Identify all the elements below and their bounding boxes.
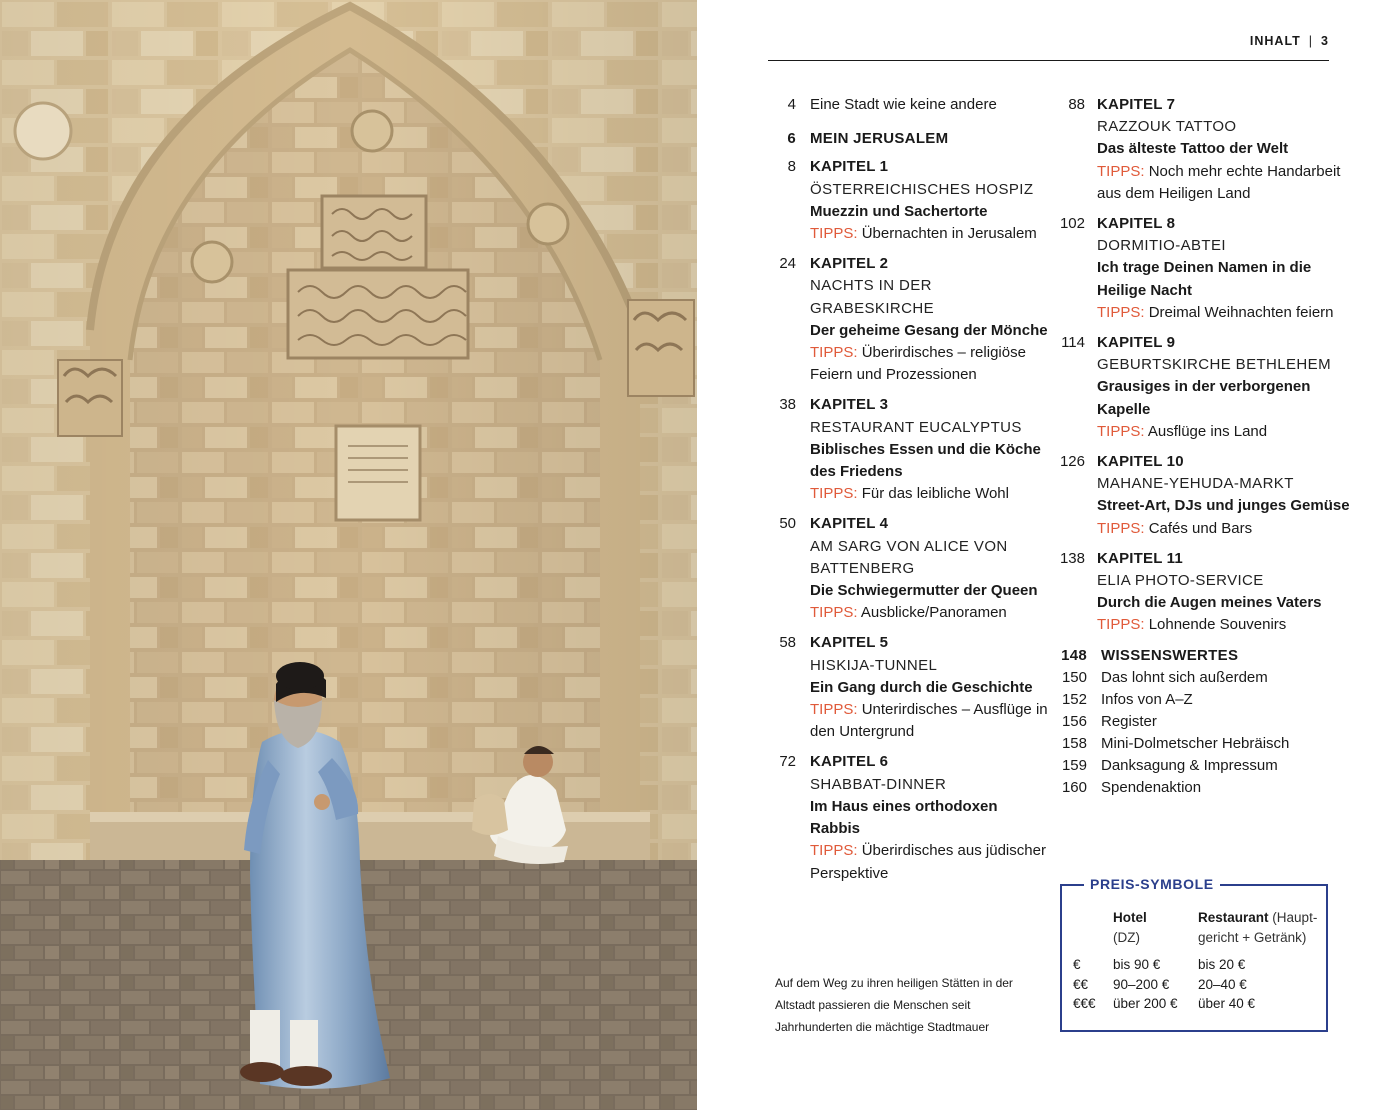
- price-symbol: €: [1073, 957, 1081, 972]
- price-restaurant: bis 20 €: [1198, 957, 1246, 972]
- toc-chapter-label: KAPITEL 1: [810, 158, 889, 176]
- toc-entry: [1057, 213, 1357, 324]
- toc-chapter-title: Street-Art, DJs und junges Gemüse: [1097, 497, 1350, 515]
- toc-tipps: [1097, 161, 1357, 205]
- price-restaurant: 20–40 €: [1198, 976, 1247, 992]
- toc-tipps: [1097, 302, 1357, 324]
- toc-tipps-label: TIPPS:: [810, 842, 858, 860]
- toc-tipps: [1097, 614, 1357, 636]
- appendix-page-number: 159: [1061, 756, 1087, 774]
- toc-tipps-text: Ausblicke/Panoramen: [860, 604, 1007, 622]
- toc-chapter-label: KAPITEL 5: [810, 634, 889, 652]
- toc-entry: [770, 394, 1050, 505]
- appendix-text: Spendenaktion: [1101, 778, 1202, 796]
- price-restaurant: über 40 €: [1198, 996, 1256, 1011]
- price-hotel: über 200 €: [1113, 996, 1178, 1011]
- toc-tipps-label: TIPPS:: [810, 701, 858, 719]
- toc-page-number: 72: [779, 753, 796, 771]
- toc-page-number: 24: [779, 255, 796, 273]
- toc-chapter-place: ÖSTERREICHISCHES HOSPIZ: [810, 180, 1034, 198]
- toc-tipps: [810, 699, 1050, 743]
- appendix-item: [1057, 733, 1357, 755]
- toc-chapter-place: DORMITIO-ABTEI: [1097, 237, 1226, 255]
- appendix-text: Danksagung & Impressum: [1101, 756, 1278, 774]
- toc-tipps-text: Überirdisches – religiöse Feiern und Prozessionen: [810, 344, 1026, 384]
- hotel-sub: (DZ): [1113, 929, 1140, 945]
- toc-tipps-label: TIPPS:: [1097, 303, 1145, 321]
- toc-chapter-label: KAPITEL 7: [1097, 96, 1176, 113]
- toc-tipps: [810, 483, 1050, 505]
- toc-entry: [770, 156, 1050, 245]
- restaurant-label: Restaurant: [1198, 910, 1269, 925]
- appendix-page-number: 156: [1061, 712, 1087, 730]
- toc-tipps-label: TIPPS:: [1097, 162, 1145, 180]
- toc-tipps-text: Noch mehr echte Handarbeit aus dem Heiligen Land: [1097, 162, 1341, 202]
- toc-tipps-label: TIPPS:: [810, 344, 858, 362]
- toc-tipps-label: TIPPS:: [810, 225, 858, 243]
- toc-chapter-place: AM SARG VON ALICE VON BATTENBERG: [810, 537, 1008, 577]
- appendix-page-number: 152: [1061, 690, 1087, 708]
- price-symbols-title: PREIS-SYMBOLE: [1084, 876, 1220, 892]
- toc-page-number: 38: [779, 396, 796, 414]
- toc-page-number: 88: [1068, 96, 1085, 113]
- appendix-item: [1057, 689, 1357, 711]
- toc-entry: [770, 513, 1050, 624]
- toc-chapter-place: NACHTS IN DER GRABESKIRCHE: [810, 277, 934, 317]
- appendix-text: Register: [1101, 712, 1157, 730]
- restaurant-sub-1: (Haupt-: [1272, 910, 1318, 925]
- toc-chapter-title: Durch die Augen meines Vaters: [1097, 594, 1322, 612]
- toc-chapter-label: KAPITEL 10: [1097, 453, 1184, 471]
- toc-chapter-label: KAPITEL 2: [810, 255, 889, 273]
- toc-entry-text: Eine Stadt wie keine andere: [810, 96, 997, 113]
- appendix-item: [1057, 667, 1357, 689]
- toc-appendix: [1057, 645, 1357, 799]
- toc-tipps: [1097, 518, 1357, 540]
- toc-page-number: 58: [779, 634, 796, 652]
- price-symbol: €€€: [1073, 996, 1096, 1011]
- price-hotel: bis 90 €: [1113, 957, 1161, 972]
- toc-tipps: [810, 840, 1050, 884]
- toc-tipps: [810, 342, 1050, 386]
- toc-entry: [770, 632, 1050, 743]
- toc-entry: [770, 253, 1050, 386]
- appendix-item: [1057, 645, 1357, 667]
- toc-tipps: [1097, 421, 1357, 443]
- appendix-page-number: 148: [1061, 646, 1087, 664]
- toc-chapter-place: GEBURTSKIRCHE BETHLEHEM: [1097, 356, 1331, 374]
- toc-chapter-place: SHABBAT-DINNER: [810, 775, 947, 793]
- toc-entry: [1057, 332, 1357, 443]
- toc-tipps-label: TIPPS:: [1097, 422, 1145, 440]
- toc-page-number: 126: [1059, 453, 1085, 471]
- appendix-item: [1057, 755, 1357, 777]
- toc-chapter-label: KAPITEL 8: [1097, 215, 1176, 233]
- toc-chapter-title: Der geheime Gesang der Mönche: [810, 321, 1048, 339]
- header-section: INHALT: [1249, 34, 1301, 48]
- toc-entry: [1057, 94, 1357, 205]
- appendix-text: Das lohnt sich außerdem: [1101, 668, 1268, 686]
- toc-tipps-text: Ausflüge ins Land: [1147, 422, 1268, 440]
- toc-chapter-title: Grausiges in der verborgenen Kapelle: [1097, 378, 1311, 418]
- photo-caption: Auf dem Weg zu ihren heiligen Stätten in der Altstadt passieren die Menschen seit Jahrhunderten die mächtige Stadtmauer: [775, 976, 1013, 1034]
- header-page-number: 3: [1321, 34, 1329, 48]
- toc-page-number: 6: [787, 130, 796, 148]
- toc-page-number: 4: [787, 96, 796, 113]
- toc-tipps-label: TIPPS:: [810, 604, 858, 622]
- toc-right-chapters: [1057, 94, 1357, 637]
- toc-chapter-title: Im Haus eines orthodoxen Rabbis: [810, 797, 998, 838]
- toc-entry: [770, 94, 1050, 116]
- toc-chapter-title: Die Schwiegermutter der Queen: [810, 582, 1038, 600]
- toc-chapter-place: RAZZOUK TATTOO: [1097, 118, 1237, 136]
- toc-tipps-text: Cafés und Bars: [1148, 519, 1253, 537]
- running-header: INHALT | 3: [1249, 34, 1329, 48]
- toc-chapter-label: KAPITEL 6: [810, 753, 889, 771]
- toc-chapter-title: Ein Gang durch die Geschichte: [810, 678, 1033, 696]
- toc-tipps-text: Unterirdisches – Ausflüge in den Untergrund: [810, 701, 1048, 741]
- price-symbol: €€: [1073, 976, 1089, 992]
- toc-page-number: 50: [779, 515, 796, 533]
- toc-chapter-label: KAPITEL 11: [1097, 549, 1183, 567]
- appendix-page-number: 150: [1061, 668, 1087, 686]
- toc-entry: [1057, 451, 1357, 540]
- toc-chapter-title: Biblisches Essen und die Köche des Friedens: [810, 440, 1041, 481]
- restaurant-sub-2: gericht + Getränk): [1198, 929, 1307, 945]
- toc-tipps-text: Lohnende Souvenirs: [1148, 616, 1287, 634]
- toc-chapter-label: KAPITEL 9: [1097, 334, 1176, 352]
- toc-tipps-label: TIPPS:: [1097, 616, 1145, 634]
- header-rule: [768, 60, 1329, 61]
- toc-tipps-text: Übernachten in Jerusalem: [861, 225, 1037, 243]
- toc-tipps-text: Dreimal Weihnachten feiern: [1148, 303, 1334, 321]
- toc-left-column: [770, 94, 1050, 893]
- appendix-text: WISSENSWERTES: [1101, 646, 1239, 664]
- toc-tipps-label: TIPPS:: [810, 485, 858, 503]
- toc-chapter-title: Ich trage Deinen Namen in die Heilige Nacht: [1097, 259, 1312, 299]
- toc-tipps: [810, 223, 1050, 245]
- toc-tipps-text: Für das leibliche Wohl: [861, 485, 1009, 503]
- toc-chapter-label: KAPITEL 4: [810, 515, 889, 533]
- price-hotel: 90–200 €: [1113, 976, 1170, 992]
- appendix-item: [1057, 711, 1357, 733]
- toc-chapter-title: Muezzin und Sachertorte: [810, 202, 988, 220]
- toc-chapter-label: KAPITEL 3: [810, 396, 889, 414]
- appendix-page-number: 158: [1061, 734, 1087, 752]
- toc-chapter-place: HISKIJA-TUNNEL: [810, 656, 938, 674]
- toc-chapter-title: Das älteste Tattoo der Welt: [1097, 140, 1289, 158]
- toc-chapter-place: MAHANE-YEHUDA-MARKT: [1097, 475, 1294, 493]
- hotel-label: Hotel: [1113, 910, 1147, 925]
- appendix-text: Infos von A–Z: [1101, 690, 1193, 708]
- toc-page-number: 102: [1059, 215, 1085, 233]
- toc-entry: [1057, 548, 1357, 637]
- toc-right-column: [1057, 94, 1357, 799]
- toc-tipps-text: Überirdisches aus jüdischer Perspektive: [810, 842, 1046, 882]
- appendix-text: Mini-Dolmetscher Hebräisch: [1101, 734, 1290, 752]
- toc-entry: [770, 128, 1050, 150]
- toc-chapter-place: ELIA PHOTO-SERVICE: [1097, 572, 1264, 590]
- toc-entry-text: MEIN JERUSALEM: [810, 130, 949, 148]
- appendix-page-number: 160: [1061, 778, 1087, 796]
- toc-entry: [770, 751, 1050, 884]
- toc-page-number: 114: [1061, 334, 1085, 352]
- toc-tipps: [810, 602, 1050, 624]
- appendix-item: [1057, 777, 1357, 799]
- toc-page-number: 138: [1059, 549, 1085, 567]
- toc-page-number: 8: [787, 158, 796, 176]
- toc-chapter-place: RESTAURANT EUCALYPTUS: [810, 418, 1022, 436]
- toc-tipps-label: TIPPS:: [1097, 519, 1145, 537]
